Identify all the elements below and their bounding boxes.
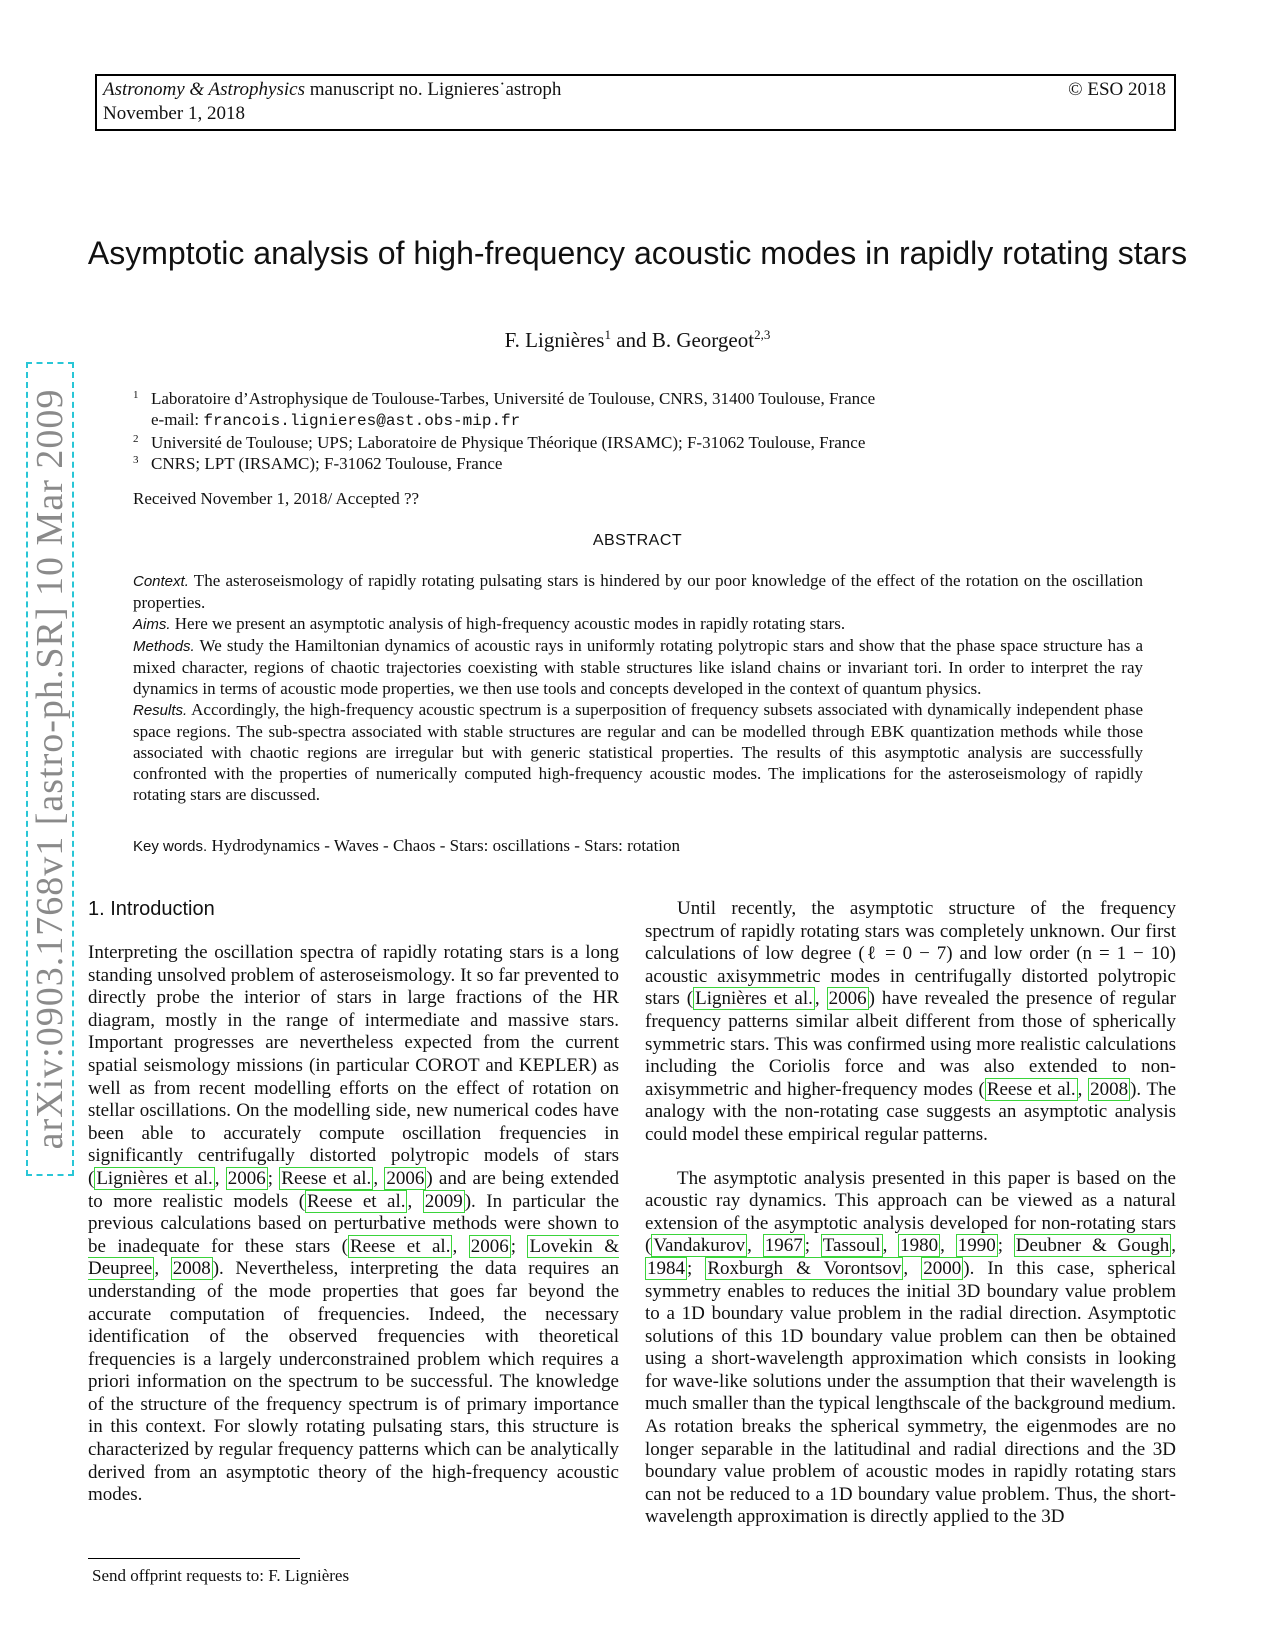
aims-text: Here we present an asymptotic analysis of high-frequency acoustic modes in rapidly rotating stars. [170,614,846,633]
intro-paragraph-3 [645,1168,1176,1530]
text-run: ) and are being extended to more realistic models ( [88,1167,620,1212]
author-2: B. Georgeot [651,328,755,352]
text-run: , [407,1190,423,1212]
text-run: ) have revealed the presence of regular frequency patterns similar albeit different from those of spherically symmetric stars. This was confirmed using more realistic calculations including the Coriolis force and was also extended to non-axisymmetric and higher-frequency modes ( [645,988,1176,1100]
citation-year-link[interactable]: 1990 [957,1235,996,1257]
citation-year-link[interactable]: 2009 [424,1190,463,1212]
header-date: November 1, 2018 [103,103,245,124]
affiliation-text: CNRS; LPT (IRSAMC); F-31062 Toulouse, France [151,454,503,473]
citation-link[interactable]: Roxburgh & Vorontsov [707,1257,902,1279]
text-run: ; [997,1235,1014,1257]
citation-year-link[interactable]: 2006 [470,1235,509,1257]
text-run: , [214,1167,226,1189]
author-1-affil: 1 [604,327,611,342]
abstract-methods [133,635,1143,699]
text-run: ; [804,1235,821,1257]
affiliation-number: 3 [133,454,139,466]
arxiv-stamp[interactable] [26,362,74,1176]
citation-year-link[interactable]: 1980 [900,1235,939,1257]
text-run: , [452,1235,469,1257]
text-run: The asymptotic analysis presented in this paper is based on the acoustic ray dynamics. This approach can be viewed as a natural extension of the asymptotic analysis developed for non-rotating stars ( [645,1167,1176,1257]
citation-year-link[interactable]: 1984 [647,1257,685,1279]
right-column [645,898,1176,1529]
citation-year-link[interactable]: 2006 [828,988,867,1010]
text-run: , [940,1235,956,1257]
citation-link[interactable]: Lovekin & Deupree [88,1235,620,1280]
abstract-aims [133,613,1143,635]
citation-link[interactable]: Lignières et al. [695,988,813,1010]
text-run: ). In particular the previous calculations based on perturbative methods were shown to be inadequate for these stars ( [88,1190,619,1257]
copyright: © ESO 2018 [1068,79,1166,100]
keywords-text: Hydrodynamics - Waves - Chaos - Stars: oscillations - Stars: rotation [207,836,681,855]
text-run: ). In this case, spherical symmetry enables to reduces the initial 3D boundary value problem to a 1D boundary value problem in the radial direction. Asymptotic solutions of this 1D boundary value problem can then be obtained using a short-wavelength approximation which consists in looking for wave-like solutions under the assumption that their wavelength is much smaller than the typical lengthscale of the background medium. As rotation breaks the spherical symmetry, the eigenmodes are no longer separable in the latitudinal and radial directions and the 3D boundary value problem of acoustic modes in rapidly rotating stars can not be reduced to a 1D boundary value problem. Thus, the short-wavelength approximation is directly applied to the 3D [645,1257,1176,1528]
affiliations [133,388,875,474]
manuscript-number: manuscript no. Lignieres˙astroph [304,79,562,100]
author-and: and [610,328,652,352]
citation-link[interactable]: Reese et al. [349,1235,451,1257]
citation-link[interactable]: Tassoul [822,1235,881,1257]
text-run: , [814,988,827,1010]
journal-header [95,74,1176,131]
paper-title: Asymptotic analysis of high-frequency acoustic modes in rapidly rotating stars [87,235,1188,271]
keywords [133,836,680,856]
text-run: , [1077,1078,1089,1100]
journal-name: Astronomy & Astrophysics [103,79,305,100]
citation-year-link[interactable]: 2008 [1090,1078,1129,1100]
intro-paragraph-1 [88,942,619,1507]
text-run: ; [510,1235,528,1257]
text-run: ; [687,1257,706,1279]
text-run: , [903,1257,922,1279]
text-run: , [747,1235,763,1257]
text-run: Until recently, the asymptotic structure of the frequency spectrum of rapidly rotating stars was completely unknown. Our first calculations of low degree (ℓ = 0 − 7) and low order (n = 1 − 10) acoustic axisymmetric modes in centrifugally distorted polytropic stars ( [645,898,1176,1010]
citation-year-link[interactable]: 1967 [764,1235,803,1257]
author-list [0,328,1275,353]
context-text: The asteroseismology of rapidly rotating pulsating stars is hindered by our poor knowledge of the effect of the rotation on the oscillation properties. [133,571,1143,612]
author-1: F. Lignières [504,328,605,352]
citation-link[interactable]: Reese et al. [986,1078,1076,1100]
footnote-rule [88,1558,300,1559]
received-line: Received November 1, 2018/ Accepted ?? [133,489,420,508]
abstract-heading: ABSTRACT [592,532,683,549]
citation-link[interactable]: Deubner & Gough [1015,1235,1170,1257]
paragraph-gap [645,1147,1176,1168]
text-run: , [882,1235,899,1257]
text-run: , [1171,1235,1177,1257]
methods-text: We study the Hamiltonian dynamics of acoustic rays in uniformly rotating polytropic stars and show that the phase space structure has a mixed character, regions of chaotic trajectories coexisting with stable structures like island chains or invariant tori. In order to interpret the ray dynamics in terms of acoustic mode properties, we then use tools and concepts developed in the context of quantum physics. [133,636,1143,698]
affiliation-email [133,409,875,432]
results-text: Accordingly, the high-frequency acoustic spectrum is a superposition of frequency subsets associated with dynamically independent phase space regions. The sub-spectra associated with stable structures are regular and can be modelled through EBK quantization methods while those associated with chaotic regions are irregular but with generic statistical properties. The results of this asymptotic analysis are successfully confronted with the properties of numerically computed high-frequency acoustic modes. The implications for the asteroseismology of rapidly rotating stars are discussed. [133,700,1143,804]
arxiv-id[interactable]: arXiv:0903.1768v1 [astro-ph.SR] 10 Mar 2009 [29,388,71,1150]
citation-link[interactable]: Reese et al. [281,1167,372,1189]
citation-year-link[interactable]: 2008 [172,1258,211,1280]
left-column [88,942,619,1507]
context-label: Context. [133,573,189,590]
affiliation-number: 1 [133,389,139,401]
citation-link[interactable]: Reese et al. [307,1190,406,1212]
text-run: ). Nevertheless, interpreting the data requires an understanding of the mode properties that goes far beyond the accurate computation of frequencies. Indeed, the necessary identification of the observed frequencies with theoretical frequencies is a largely underconstrained problem which requires a priori information on the spectrum to be successful. The knowledge of the structure of the frequency spectrum is of primary importance in this context. For slowly rotating pulsating stars, this structure is characterized by regular frequency patterns which can be analytically derived from an asymptotic theory of the high-frequency acoustic modes. [88,1258,620,1506]
citation-link[interactable]: Lignières et al. [96,1167,213,1189]
email-address[interactable]: francois.lignieres@ast.obs-mip.fr [203,412,521,430]
text-run: , [154,1258,171,1280]
text-run: ). The analogy with the non-rotating case suggests an asymptotic analysis could model these empirical regular patterns. [645,1078,1176,1145]
text-run: , [373,1167,385,1189]
methods-label: Methods. [133,638,195,655]
citation-link[interactable]: Vandakurov [653,1235,746,1257]
citation-year-link[interactable]: 2006 [386,1167,425,1189]
abstract-body [133,570,1143,805]
abstract-context [133,570,1143,613]
email-label: e-mail: [151,410,204,429]
affiliation-2 [133,432,875,453]
citation-year-link[interactable]: 2000 [923,1257,962,1279]
intro-paragraph-2 [645,898,1176,1147]
citation-year-link[interactable]: 2006 [227,1167,266,1189]
abstract-results [133,699,1143,805]
keywords-label: Key words. [133,838,208,855]
header-line-1 [103,78,1168,102]
affiliation-text: Laboratoire d’Astrophysique de Toulouse-Tarbes, Université de Toulouse, CNRS, 31400 Toulouse, France [151,389,876,408]
author-2-affil: 2,3 [754,327,771,342]
affiliation-text: Université de Toulouse; UPS; Laboratoire de Physique Théorique (IRSAMC); F-31062 Toulouse, France [151,433,866,452]
footnote: Send offprint requests to: F. Lignières [92,1566,350,1585]
results-label: Results. [133,702,188,719]
text-run: Interpreting the oscillation spectra of rapidly rotating stars is a long standing unsolved problem of asteroseismology. It so far prevented to directly probe the interior of stars in large fractions of the HR diagram, mostly in the range of intermediate and massive stars. Important progresses are nevertheless expected from the current spatial seismology missions (in particular COROT and KEPLER) as well as from recent modelling efforts on the effect of rotation on stellar oscillations. On the modelling side, new numerical codes have been able to accurately compute oscillation frequencies in significantly centrifugally distorted polytropic models of stars ( [88,942,619,1189]
affiliation-1 [133,388,875,409]
affiliation-number: 2 [133,433,139,445]
affiliation-3 [133,453,875,474]
section-heading-introduction: 1. Introduction [88,898,215,920]
text-run: ; [267,1167,280,1189]
aims-label: Aims. [133,616,171,633]
